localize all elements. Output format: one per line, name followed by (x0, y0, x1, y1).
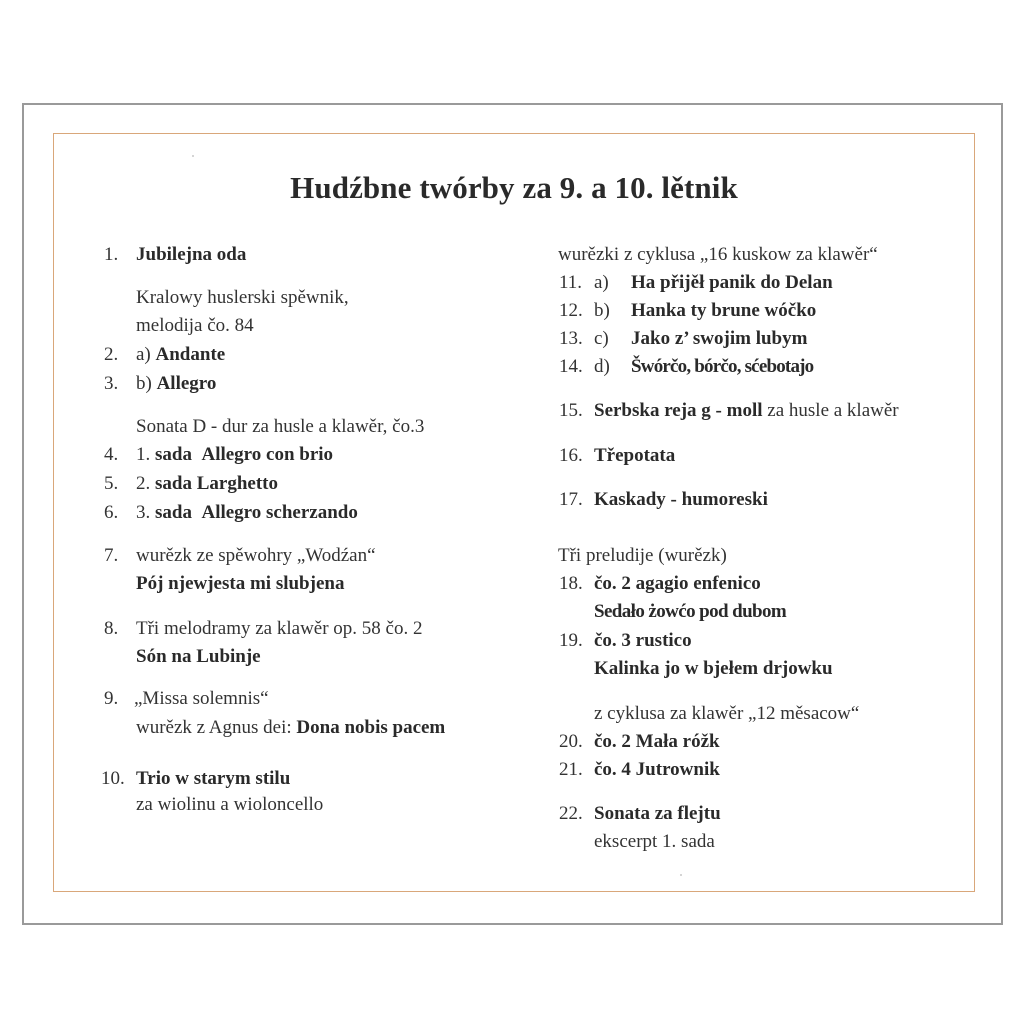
item-prefix: wurězk z Agnus dei: (136, 717, 297, 738)
group-heading-line2: melodija čo. 84 (136, 315, 254, 336)
item-number: 8. (104, 618, 119, 639)
item-title: Són na Lubinje (136, 646, 261, 667)
item-title: Sonata za flejtu (594, 803, 721, 824)
item-number: 17. (559, 489, 583, 510)
group-heading: Sonata D - dur za husle a klawěr, čo.3 (136, 416, 425, 437)
item-sublabel: 2. (136, 473, 151, 494)
item-number: 16. (559, 445, 583, 466)
item-description: za wiolinu a wioloncello (136, 794, 324, 815)
item-label (594, 399, 899, 423)
item-title: Jubilejna oda (136, 244, 247, 265)
item-title: Allegro con brio (201, 444, 334, 465)
item-number: 6. (104, 502, 119, 523)
item-sada: sada (155, 502, 192, 523)
item-number: 3. (104, 373, 119, 394)
item-number: 7. (104, 545, 119, 566)
scan-speck (680, 874, 682, 876)
item-sublabel: b) (594, 300, 610, 321)
item-title: Larghetto (196, 473, 278, 494)
item-title: čo. 2 Mała róžk (594, 731, 720, 752)
item-title: Jako z’ swojim lubym (631, 328, 808, 349)
item-sublabel: a) (594, 272, 609, 293)
item-number: 14. (559, 356, 583, 377)
item-number: 11. (559, 272, 583, 293)
item-sublabel: a) (136, 344, 151, 365)
item-title: Andante (155, 344, 226, 365)
item-sublabel: 1. (136, 444, 151, 465)
item-number: 9. (104, 688, 119, 709)
item-subtitle: Kalinka jo w bjełem drjowku (594, 658, 833, 679)
item-title: Kaskady - humoreski (594, 489, 768, 510)
item-number: 12. (559, 300, 583, 321)
item-sada: sada (155, 444, 192, 465)
group-heading: z cyklusa za klawěr „12 měsacow“ (594, 703, 860, 724)
item-title: Ha přijěł panik do Delan (631, 272, 833, 293)
item-label (136, 343, 225, 367)
item-sublabel: 3. (136, 502, 151, 523)
item-number: 15. (559, 400, 583, 421)
item-title: Dona nobis pacem (296, 717, 446, 738)
item-subtitle: Sedało żowćo pod dubom (594, 601, 787, 622)
item-number: 20. (559, 731, 583, 752)
item-title: čo. 3 rustico (594, 630, 692, 651)
item-title: čo. 2 agagio enfenico (594, 573, 761, 594)
item-number: 19. (559, 630, 583, 651)
item-sublabel: d) (594, 356, 610, 377)
item-number: 18. (559, 573, 583, 594)
item-description: Tři melodramy za klawěr op. 58 čo. 2 (136, 618, 423, 639)
item-description: ekscerpt 1. sada (594, 831, 715, 852)
item-number: 2. (104, 344, 119, 365)
item-number: 1. (104, 244, 119, 265)
item-title: Serbska reja g - moll (594, 400, 763, 421)
item-title: Šwórčo, bórčo, sćebotajo (631, 356, 814, 377)
item-label (136, 472, 278, 496)
item-number: 13. (559, 328, 583, 349)
item-title: Allegro scherzando (201, 502, 358, 523)
group-heading: Tři preludije (wurězk) (558, 545, 727, 566)
item-title: Hanka ty brune wóčko (631, 300, 817, 321)
item-title: Pój njewjesta mi slubjena (136, 573, 345, 594)
item-sada: sada (155, 473, 192, 494)
group-heading-line1: Kralowy huslerski spěwnik, (136, 287, 349, 308)
item-description: wurězk ze spěwohry „Wodźan“ (136, 545, 376, 566)
item-number: 22. (559, 803, 583, 824)
group-heading: wurězki z cyklusa „16 kuskow za klawěr“ (558, 244, 878, 265)
item-sublabel: c) (594, 328, 609, 349)
item-label (136, 501, 358, 525)
item-description: „Missa solemnis“ (134, 688, 269, 709)
item-number: 10. (101, 768, 125, 789)
scan-speck (192, 155, 194, 157)
item-number: 5. (104, 473, 119, 494)
item-suffix: za husle a klawěr (762, 400, 899, 421)
item-title: Třepotata (594, 445, 676, 466)
item-title: čo. 4 Jutrownik (594, 759, 720, 780)
item-subline (136, 716, 445, 740)
item-number: 4. (104, 444, 119, 465)
item-label (136, 372, 216, 396)
item-title: Trio w starym stilu (136, 768, 291, 789)
item-number: 21. (559, 759, 583, 780)
item-label (136, 443, 333, 467)
item-sublabel: b) (136, 373, 152, 394)
page-title: Hudźbne twórby za 9. a 10. lětnik (290, 170, 738, 205)
item-title: Allegro (156, 373, 217, 394)
